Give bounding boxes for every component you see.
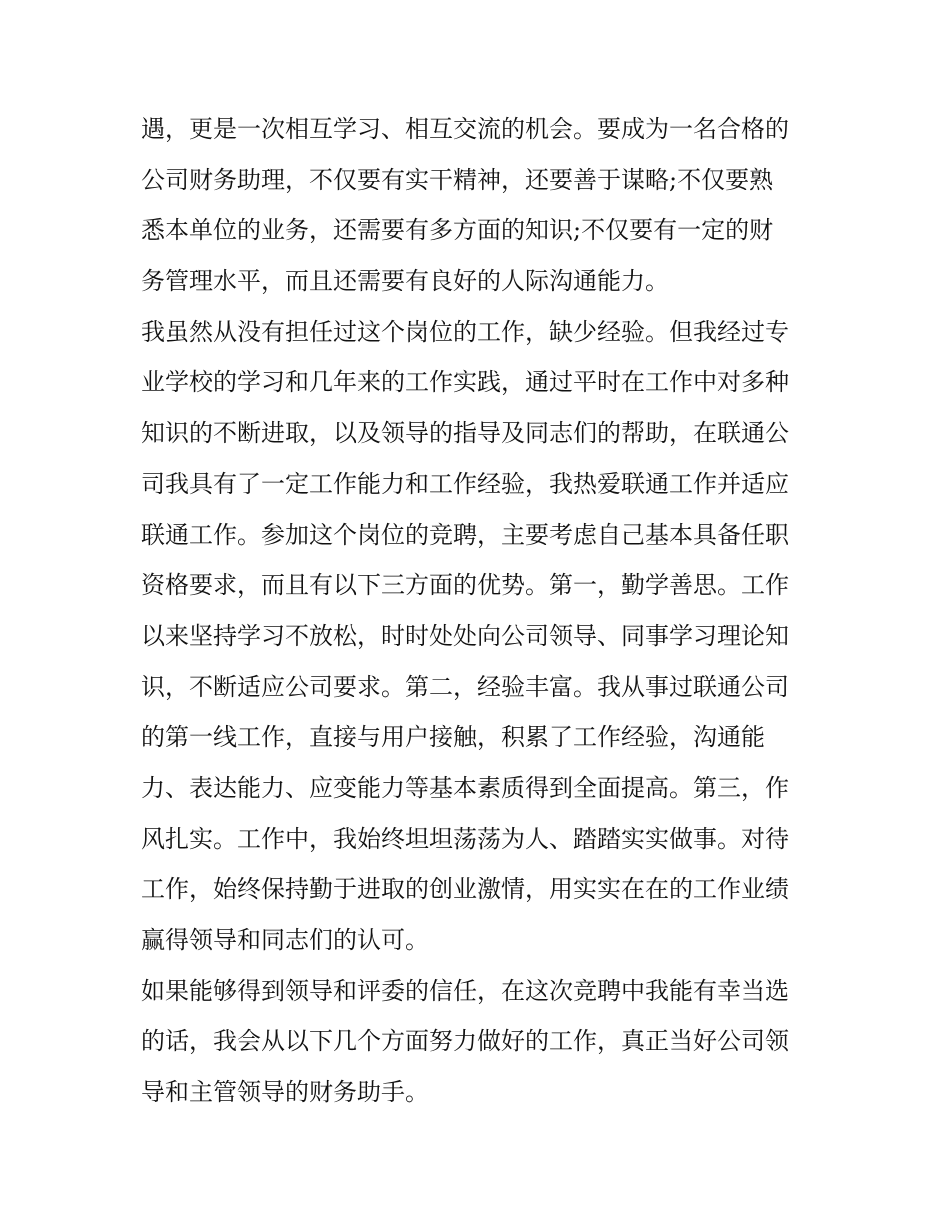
text-line: 悉本单位的业务，还需要有多方面的知识;不仅要有一定的财 [141,216,774,245]
text-line: 资格要求，而且有以下三方面的优势。第一，勤学善思。工作 [141,571,789,600]
text-line: 遇，更是一次相互学习、相互交流的机会。要成为一名合格的 [141,115,789,143]
text-line: 工作，始终保持勤于进取的创业激情，用实实在在的工作业绩 [141,875,789,904]
text-line: 识，不断适应公司要求。第二，经验丰富。我从事过联通公司 [141,672,789,701]
text-line: 以来坚持学习不放松，时时处处向公司领导、同事学习理论知 [141,621,789,650]
text-line: 司我具有了一定工作能力和工作经验，我热爱联通工作并适应 [141,469,789,498]
text-line: 知识的不断进取，以及领导的指导及同志们的帮助，在联通公 [141,419,789,448]
body-text [141,104,831,1118]
text-line: 业学校的学习和几年来的工作实践，通过平时在工作中对多种 [141,368,789,397]
text-line: 力、表达能力、应变能力等基本素质得到全面提高。第三，作 [141,773,789,802]
text-line: 的话，我会从以下几个方面努力做好的工作，真正当好公司领 [141,1027,789,1056]
text-line: 风扎实。工作中，我始终坦坦荡荡为人、踏踏实实做事。对待 [141,824,789,853]
text-line: 我虽然从没有担任过这个岗位的工作，缺少经验。但我经过专 [141,317,789,346]
text-line: 如果能够得到领导和评委的信任，在这次竞聘中我能有幸当选 [141,976,789,1005]
text-line: 的第一线工作，直接与用户接触，积累了工作经验，沟通能 [141,723,765,752]
text-line: 公司财务助理，不仅要有实干精神，还要善于谋略;不仅要熟 [141,165,774,194]
text-line: 导和主管领导的财务助手。 [141,1078,429,1107]
text-line: 赢得领导和同志们的认可。 [141,926,429,954]
text-line: 务管理水平，而且还需要有良好的人际沟通能力。 [141,267,669,296]
text-line: 联通工作。参加这个岗位的竞聘，主要考虑自己基本具备任职 [141,520,789,549]
